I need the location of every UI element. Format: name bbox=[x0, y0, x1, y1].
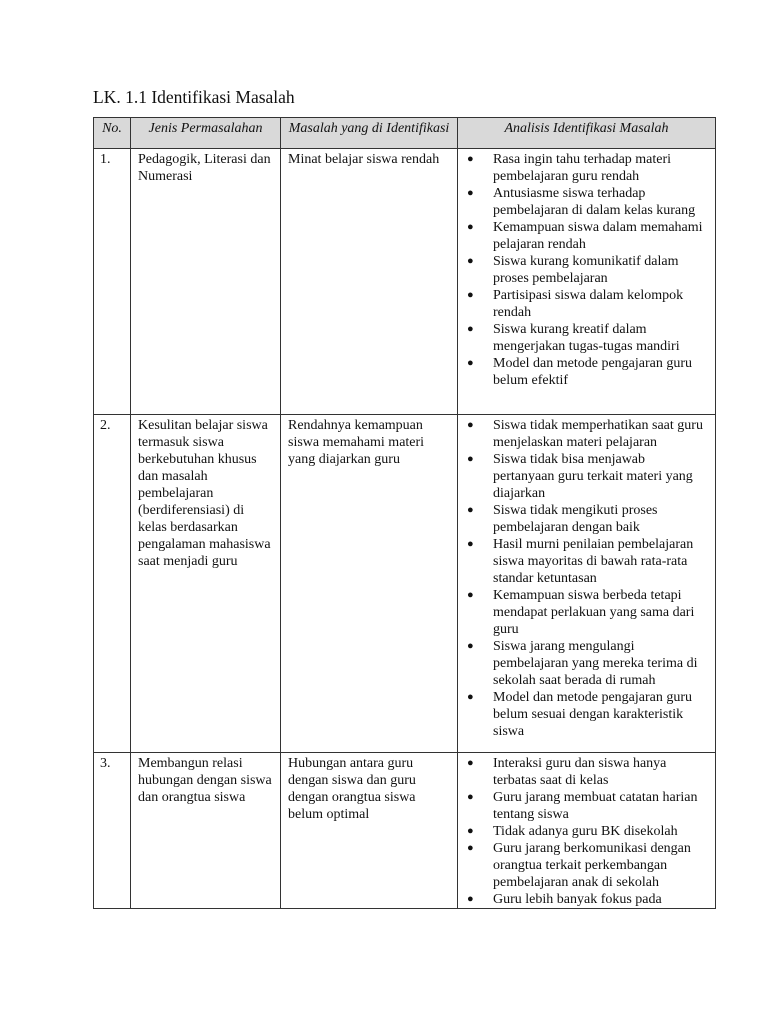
analysis-item bbox=[465, 219, 708, 253]
analysis-item-text: Guru lebih banyak fokus pada bbox=[493, 892, 662, 907]
analysis-item bbox=[465, 840, 708, 891]
analysis-item bbox=[465, 185, 708, 219]
analysis-item-text: Guru jarang berkomunikasi dengan orangtua terkait perkembangan pembelajaran anak di sekolah bbox=[493, 841, 691, 890]
row-number: 3. bbox=[94, 753, 131, 909]
bullet-icon: ● bbox=[467, 419, 474, 431]
analysis-item bbox=[465, 689, 708, 740]
analysis-item bbox=[465, 417, 708, 451]
bullet-icon: ● bbox=[467, 589, 474, 601]
analysis-item bbox=[465, 253, 708, 287]
masalah-cell: Hubungan antara guru dengan siswa dan guru dengan orangtua siswa belum optimal bbox=[281, 753, 458, 909]
bullet-icon: ● bbox=[467, 221, 474, 233]
bullet-icon: ● bbox=[467, 757, 474, 769]
masalah-cell: Rendahnya kemampuan siswa memahami materi yang diajarkan guru bbox=[281, 415, 458, 753]
analysis-item-text: Tidak adanya guru BK disekolah bbox=[493, 824, 678, 839]
bullet-icon: ● bbox=[467, 791, 474, 803]
bullet-icon: ● bbox=[467, 825, 474, 837]
header-no: No. bbox=[94, 118, 131, 149]
analysis-item-text: Guru jarang membuat catatan harian tentang siswa bbox=[493, 790, 698, 822]
bullet-icon: ● bbox=[467, 640, 474, 652]
analysis-item bbox=[465, 638, 708, 689]
header-analisis: Analisis Identifikasi Masalah bbox=[458, 118, 716, 149]
analysis-list bbox=[465, 417, 708, 740]
analysis-item bbox=[465, 321, 708, 355]
analysis-cell bbox=[458, 149, 716, 415]
bullet-icon: ● bbox=[467, 289, 474, 301]
analysis-item-text: Antusiasme siswa terhadap pembelajaran di dalam kelas kurang bbox=[493, 186, 696, 218]
bullet-icon: ● bbox=[467, 357, 474, 369]
row-number: 1. bbox=[94, 149, 131, 415]
problem-identification-table bbox=[93, 117, 716, 909]
jenis-cell: Pedagogik, Literasi dan Numerasi bbox=[131, 149, 281, 415]
analysis-item-text: Siswa tidak mengikuti proses pembelajaran dengan baik bbox=[493, 503, 658, 535]
analysis-item-text: Siswa tidak memperhatikan saat guru menjelaskan materi pelajaran bbox=[493, 418, 703, 450]
analysis-item bbox=[465, 451, 708, 502]
bullet-icon: ● bbox=[467, 538, 474, 550]
analysis-item-text: Interaksi guru dan siswa hanya terbatas saat di kelas bbox=[493, 756, 667, 788]
bullet-icon: ● bbox=[467, 255, 474, 267]
analysis-item bbox=[465, 789, 708, 823]
row-number: 2. bbox=[94, 415, 131, 753]
header-masalah-identifikasi: Masalah yang di Identifikasi bbox=[281, 118, 458, 149]
header-jenis-permasalahan: Jenis Permasalahan bbox=[131, 118, 281, 149]
bullet-icon: ● bbox=[467, 504, 474, 516]
analysis-item-text: Kemampuan siswa berbeda tetapi mendapat perlakuan yang sama dari guru bbox=[493, 588, 695, 637]
table-row bbox=[94, 753, 716, 909]
analysis-item-text: Model dan metode pengajaran guru belum efektif bbox=[493, 356, 693, 388]
page-title: LK. 1.1 Identifikasi Masalah bbox=[93, 87, 295, 107]
analysis-item-text: Partisipasi siswa dalam kelompok rendah bbox=[493, 288, 684, 320]
analysis-item-text: Siswa kurang kreatif dalam mengerjakan tugas-tugas mandiri bbox=[493, 322, 680, 354]
analysis-item-text: Siswa tidak bisa menjawab pertanyaan guru terkait materi yang diajarkan bbox=[493, 452, 693, 501]
analysis-item bbox=[465, 502, 708, 536]
analysis-item bbox=[465, 287, 708, 321]
analysis-item-text: Siswa kurang komunikatif dalam proses pembelajaran bbox=[493, 254, 679, 286]
bullet-icon: ● bbox=[467, 842, 474, 854]
analysis-item bbox=[465, 587, 708, 638]
analysis-item bbox=[465, 755, 708, 789]
analysis-cell bbox=[458, 753, 716, 909]
bullet-icon: ● bbox=[467, 153, 474, 165]
table-header-row bbox=[94, 118, 716, 149]
jenis-cell: Membangun relasi hubungan dengan siswa dan orangtua siswa bbox=[131, 753, 281, 909]
analysis-list bbox=[465, 151, 708, 389]
bullet-icon: ● bbox=[467, 691, 474, 703]
analysis-item-text: Hasil murni penilaian pembelajaran siswa mayoritas di bawah rata-rata standar ketuntasan bbox=[493, 537, 694, 586]
bullet-icon: ● bbox=[467, 453, 474, 465]
analysis-item-text: Kemampuan siswa dalam memahami pelajaran rendah bbox=[493, 220, 703, 252]
masalah-cell: Minat belajar siswa rendah bbox=[281, 149, 458, 415]
analysis-list bbox=[465, 755, 708, 908]
analysis-cell bbox=[458, 415, 716, 753]
bullet-icon: ● bbox=[467, 187, 474, 199]
analysis-item bbox=[465, 151, 708, 185]
analysis-item bbox=[465, 536, 708, 587]
analysis-item-text: Rasa ingin tahu terhadap materi pembelajaran guru rendah bbox=[493, 152, 672, 184]
bullet-icon: ● bbox=[467, 323, 474, 335]
table-row bbox=[94, 149, 716, 415]
analysis-item-text: Model dan metode pengajaran guru belum sesuai dengan karakteristik siswa bbox=[493, 690, 693, 739]
analysis-item bbox=[465, 823, 708, 840]
bullet-icon: ● bbox=[467, 893, 474, 905]
jenis-cell: Kesulitan belajar siswa termasuk siswa berkebutuhan khusus dan masalah pembelajaran (berdiferensiasi) di kelas berdasarkan pengalaman mahasiswa saat menjadi guru bbox=[131, 415, 281, 753]
analysis-item-text: Siswa jarang mengulangi pembelajaran yang mereka terima di sekolah saat berada di rumah bbox=[493, 639, 698, 688]
analysis-item bbox=[465, 355, 708, 389]
table-row bbox=[94, 415, 716, 753]
analysis-item bbox=[465, 891, 708, 908]
